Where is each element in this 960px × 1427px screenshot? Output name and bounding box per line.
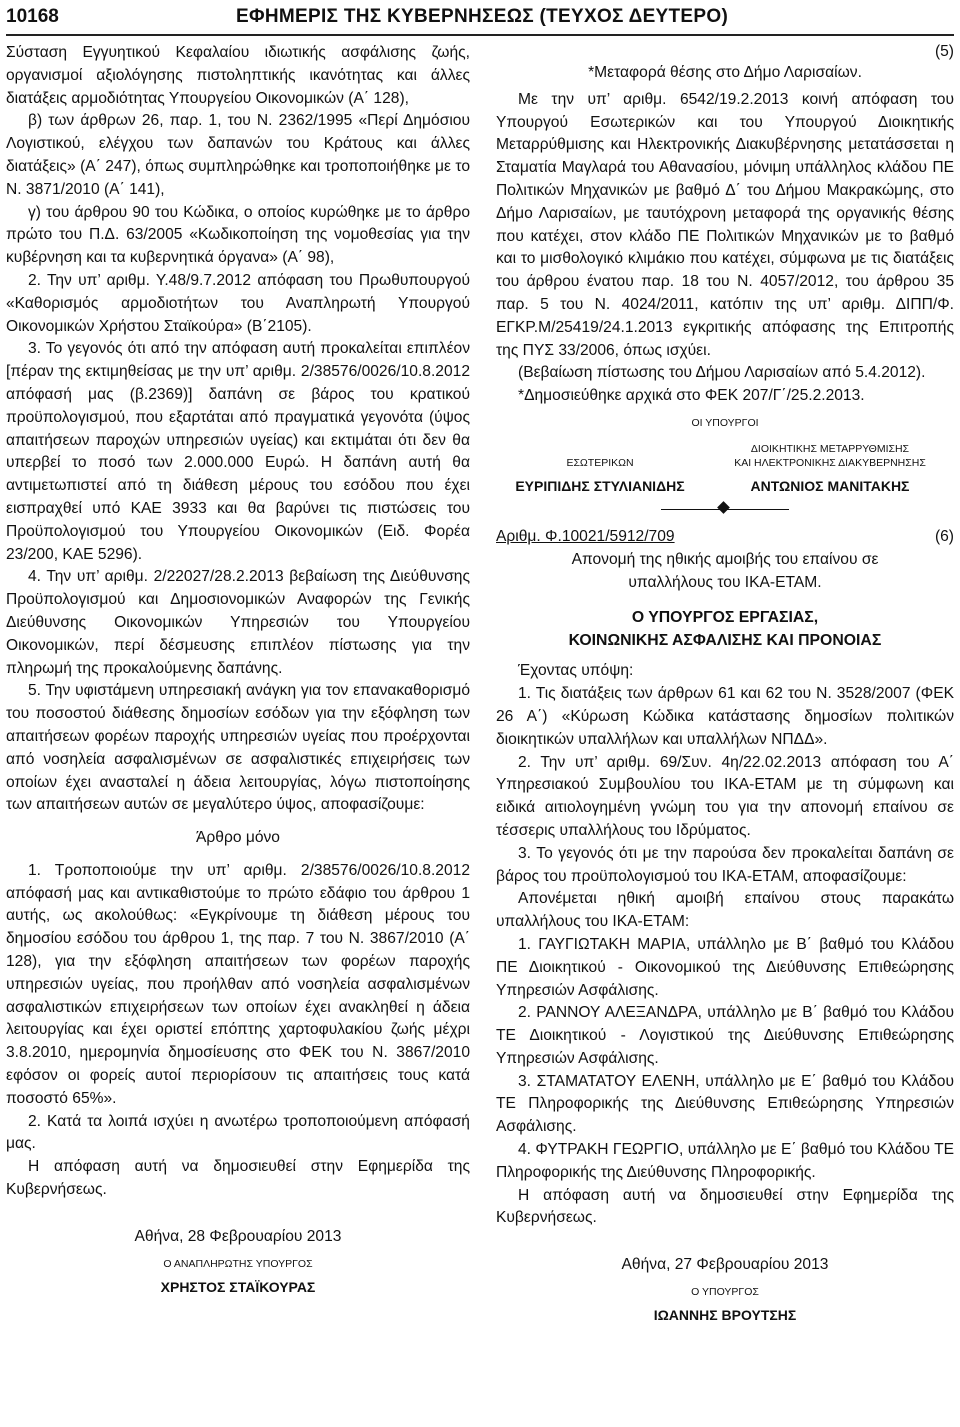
paragraph: (Βεβαίωση πίστωσης του Δήμου Λαρισαίων από 5.4.2012). (518, 364, 926, 382)
paragraph: 5. Την υφιστάμενη υπηρεσιακή ανάγκη για τον επανακαθορισμό του ποσοστού διάθεσης δημοσίων εσόδων για την εξόφληση των απαιτήσεων φορέων παροχής υπηρεσιών υγείας που προέρχονται από νοσηλεία ασφαλισμένων σε ασφαλιστικές επιχειρήσεις των οποίων έχει ανασταλεί η άδεια λειτουργίας, λόγω πιστοποίησης των απαιτήσεων αυτών σε μεγαλύτερο ύψος, αποφασίζουμε: (6, 682, 470, 814)
signatory-title: Ο ΥΠΟΥΡΓΟΣ (691, 1286, 759, 1299)
paragraph: 1. Τροποποιούμε την υπ’ αριθμ. 2/38576/0026/10.8.2012 απόφασή μας και αντικαθιστούμε το πρώτο εδάφιο του άρθρου 1 αυτής, ως ακολούθως: «Εγκρίνουμε τη διάθεση μέρους του δημοσίου εσόδου του άρθρου 1, της παρ. 7 του Ν. 3867/2010 (Α΄ 128), για την εξόφληση απαιτήσεων των φορέων παροχής υπηρεσιών υγείας, που προήλθαν από νοσηλεία ασφαλισμένων ασφαλιστικών επιχειρήσεων των οποίων έχει ανακληθεί η άδεια λειτουργίας και έχει οριστεί επόπτης χαρτοφυλακίου ζωής μέχρι 3.8.2010, ημερομηνία δημοσίευσης στο ΦΕΚ του Ν. 3867/2010 εφόσον οι φορείς αυτοί περιορίσουν τις απαιτήσεις τους κατά ποσοστό 65%». (6, 861, 470, 1107)
signatory-title: Ο ΑΝΑΠΛΗΡΩΤΗΣ ΥΠΟΥΡΓΟΣ (163, 1257, 313, 1270)
decision-subject: Απονομή της ηθικής αμοιβής του επαίνου σε υπαλλήλους του ΙΚΑ-ΕΤΑΜ. (571, 550, 879, 591)
paragraph: β) των άρθρων 26, παρ. 1, του Ν. 2362/1995 «Περί Δημόσιου Λογιστικού, ελέγχου των δαπανών του Κράτους και άλλες διατάξεις» (Α΄ 247), όπως συμπληρώθηκε και τροποποιήθηκε με το Ν. 3871/2010 (Α΄ 141), (6, 112, 470, 198)
page-header (6, 2, 954, 32)
decision-header (496, 526, 954, 549)
paragraph: 2. Κατά τα λοιπά ισχύει η ανωτέρω τροποποιούμενη απόφασή μας. (6, 1112, 470, 1153)
signatory-name: ΕΥΡΙΠΙΔΗΣ ΣΤΥΛΙΑΝΙΔΗΣ (515, 477, 685, 494)
paragraph: 3. ΣΤΑΜΑΤΑΤΟΥ ΕΛΕΝΗ, υπάλληλο με Ε΄ βαθμό του Κλάδου ΤΕ Πληροφορικής της Διεύθυνσης Επιθεώρησης Υπηρεσιών Ασφάλισης. (496, 1072, 954, 1136)
paragraph: 4. ΦΥΤΡΑΚΗ ΓΕΩΡΓΙΟ, υπάλληλο με Ε΄ βαθμό του Κλάδου ΤΕ Πληροφορικής της Διεύθυνσης Πληροφορικής. (496, 1141, 954, 1181)
paragraph: 2. ΡΑΝΝΟΥ ΑΛΕΞΑΝΔΡΑ, υπάλληλο με Β΄ βαθμό του Κλάδου ΤΕ Διοικητικού - Λογιστικού της Διεύθυνσης Επιθεώρησης Υπηρεσιών Ασφάλισης. (496, 1004, 954, 1067)
signatory-title: ΚΑΙ ΗΛΕΚΤΡΟΝΙΚΗΣ ΔΙΑΚΥΒΕΡΝΗΣΗΣ (734, 456, 926, 469)
article-heading: Άρθρο μόνο (196, 829, 280, 847)
paragraph: 2. Την υπ’ αριθμ. Υ.48/9.7.2012 απόφαση του Πρωθυπουργού «Καθορισμός αρμοδιοτήτων του Αναπληρωτή Υπουργού Οικονομικών Χρήστου Σταϊκούρα» (Β΄2105). (6, 271, 470, 335)
decision-title: *Μεταφορά θέσης στο Δήμο Λαρισαίων. (588, 64, 862, 81)
page-number: 10168 (6, 6, 59, 27)
signatory-name: ΑΝΤΩΝΙΟΣ ΜΑΝΙΤΑΚΗΣ (750, 477, 910, 494)
left-column (6, 42, 470, 1297)
signatory-title: ΔΙΟΙΚΗΤΙΚΗΣ ΜΕΤΑΡΡΥΘΜΙΣΗΣ (750, 442, 910, 455)
diamond-ornament-icon (717, 501, 730, 514)
paragraph: Με την υπ’ αριθμ. 6542/19.2.2013 κοινή απόφαση του Υπουργού Εσωτερικών και του Υπουργού Διοικητικής Μεταρρύθμισης και Ηλεκτρονικής Διακυβέρνησης μετατάσσεται η Σταματία Μαγλαρά του Αθανασίου, μόνιμη υπάλληλος κλάδου ΠΕ Πολιτικών Μηχανικών με βαθμό Δ΄ του Δήμου Μακρακώμης, στο Δήμο Λαρισαίων, με ταυτόχρονη μεταφορά της οργανικής θέσης που κατέχει, στον κλάδο ΠΕ Πολιτικών Μηχανικών με το βαθμό και το μισθολογικό κλιμάκιο που κατέχει, σύμφωνα με τις διατάξεις του άρθρου ένατου παρ. 18 του Ν. 4057/2012, του άρθρου 35 παρ. 5 του Ν. 4024/2011, κατόπιν της υπ’ αριθμ. ΔΙΠΠ/Φ. ΕΓΚΡ.Μ/25419/24.1.2013 εγκριτικής απόφασης της Επιτροπής της ΠΥΣ 33/2006, όπως ισχύει. (496, 90, 954, 359)
signature-interior (500, 456, 700, 496)
paragraph: Η απόφαση αυτή να δημοσιευθεί στην Εφημερίδα της Κυβερνήσεως. (6, 1158, 470, 1199)
paragraph: 1. ΓΑΥΓΙΩΤΑΚΗ ΜΑΡΙΑ, υπάλληλο με Β΄ βαθμό του Κλάδου ΠΕ Διοικητικού - Οικονομικού της Διεύθυνσης Επιθεώρησης Υπηρεσιών Ασφάλισης. (496, 935, 954, 999)
paragraph: *Δημοσιεύθηκε αρχικά στο ΦΕΚ 207/Γ΄/25.2.2013. (518, 387, 865, 405)
decision-number-5: (5) (934, 43, 954, 60)
header-rule (6, 34, 954, 36)
paragraph: γ) του άρθρου 90 του Κώδικα, ο οποίος κυρώθηκε με το άρθρο πρώτο του Π.Δ. 63/2005 «Κωδικοποίηση της νομοθεσίας για την κυβέρνηση και τα κυβερνητικά όργανα» (Α΄ 98), (6, 203, 470, 267)
paragraph: 3. Το γεγονός ότι από την απόφαση αυτή προκαλείται επιπλέον [πέραν της εκτιμηθείσας με την υπ’ αριθμ. 2/38576/0026/10.8.2012 απόφασή μας (β.2369)] δαπάνη σε βάρος του κρατικού προϋπολογισμού, που εξαρτάται από πραγματικά γεγονότα (ύψος απαιτήσεων παροχών υπηρεσιών υγείας) και εκτιμάται ότι δεν θα υπερβεί το ποσό των 2.000.000 Ευρώ. Η δαπάνη αυτή θα αντιμετωπιστεί από τη διάθεση μέρους του εσόδου που έχει εισπραχθεί υπό ΚΑΕ 3933 και θα βαρύνει τις πιστώσεις του Προϋπολογισμού του Υπουργείου Οικονομικών (Ειδ. Φορέα 23/200, ΚΑΕ 5296). (6, 340, 470, 563)
minister-heading: Ο ΥΠΟΥΡΓΟΣ ΕΡΓΑΣΙΑΣ, (631, 609, 819, 627)
signature-date: Αθήνα, 27 Φεβρουαρίου 2013 (621, 1256, 829, 1274)
decision-number-6: (6) (934, 527, 954, 545)
paragraph: 2. Την υπ’ αριθμ. 69/Συν. 4η/22.02.2013 απόφαση του Α΄ Υπηρεσιακού Συμβουλίου του ΙΚΑ-ΕΤΑΜ με τη σύμφωνη και ειδικά αιτιολογημένη γνώμη του για την απονομή επαίνου σε τέσσερις υπαλλήλους του Ιδρύματος. (496, 753, 954, 839)
signature-admin-reform (710, 442, 950, 496)
decision-reference: Αριθμ. Φ.10021/5912/709 (496, 527, 675, 545)
gazette-title: ΕΦΗΜΕΡΙΣ ΤΗΣ ΚΥΒΕΡΝΗΣΕΩΣ (ΤΕΥΧΟΣ ΔΕΥΤΕΡΟ) (236, 6, 729, 27)
signatory-name: ΙΩΑΝΝΗΣ ΒΡΟΥΤΣΗΣ (653, 1307, 797, 1324)
paragraph: Σύσταση Εγγυητικού Κεφαλαίου ιδιωτικής ασφάλισης ζωής, οργανισμοί αξιολόγησης πιστοληπτικής ικανότητας και άλλες διατάξεις αρμοδιότητας Υπουργείου Οικονομικών (Α΄ 128), (6, 44, 470, 107)
paragraph: 1. Τις διατάξεις των άρθρων 61 και 62 του Ν. 3528/2007 (ΦΕΚ 26 Α΄) «Κύρωση Κώδικα κατάστασης δημοσίων πολιτικών διοικητικών υπαλλήλων και υπαλλήλων ΝΠΔΔ». (496, 685, 954, 748)
signatory-title: ΕΣΩΤΕΡΙΚΩΝ (566, 456, 634, 469)
paragraph: Η απόφαση αυτή να δημοσιευθεί στην Εφημερίδα της Κυβερνήσεως. (496, 1186, 954, 1227)
paragraph: 4. Την υπ’ αριθμ. 2/22027/28.2.2013 βεβαίωση της Διεύθυνσης Προϋπολογισμού και Δημοσιονομικών Αναφορών της Γενικής Διεύθυνσης Οικονομικών Υπηρεσιών του Υπουργείου Οικονομικών, περί δέσμευσης επιπλέον πίστωσης για την πληρωμή της προκαλούμενης δαπάνης. (6, 568, 470, 677)
paragraph: Έχοντας υπόψη: (518, 662, 634, 680)
minister-heading: ΚΟΙΝΩΝΙΚΗΣ ΑΣΦΑΛΙΣΗΣ ΚΑΙ ΠΡΟΝΟΙΑΣ (568, 632, 882, 650)
signature-date: Αθήνα, 28 Φεβρουαρίου 2013 (134, 1227, 342, 1245)
section-divider (496, 500, 954, 520)
signatory-name: ΧΡΗΣΤΟΣ ΣΤΑΪΚΟΥΡΑΣ (160, 1278, 316, 1295)
paragraph: Απονέμεται ηθική αμοιβή επαίνου στους παρακάτω υπαλλήλους του ΙΚΑ-ΕΤΑΜ: (496, 890, 954, 931)
right-column (496, 42, 954, 1325)
signatures-row (496, 442, 954, 496)
paragraph: 3. Το γεγονός ότι με την παρούσα δεν προκαλείται δαπάνη σε βάρος του προϋπολογισμού του ΙΚΑ-ΕΤΑΜ, αποφασίζουμε: (496, 844, 954, 885)
ministers-label: ΟΙ ΥΠΟΥΡΓΟΙ (691, 416, 759, 429)
